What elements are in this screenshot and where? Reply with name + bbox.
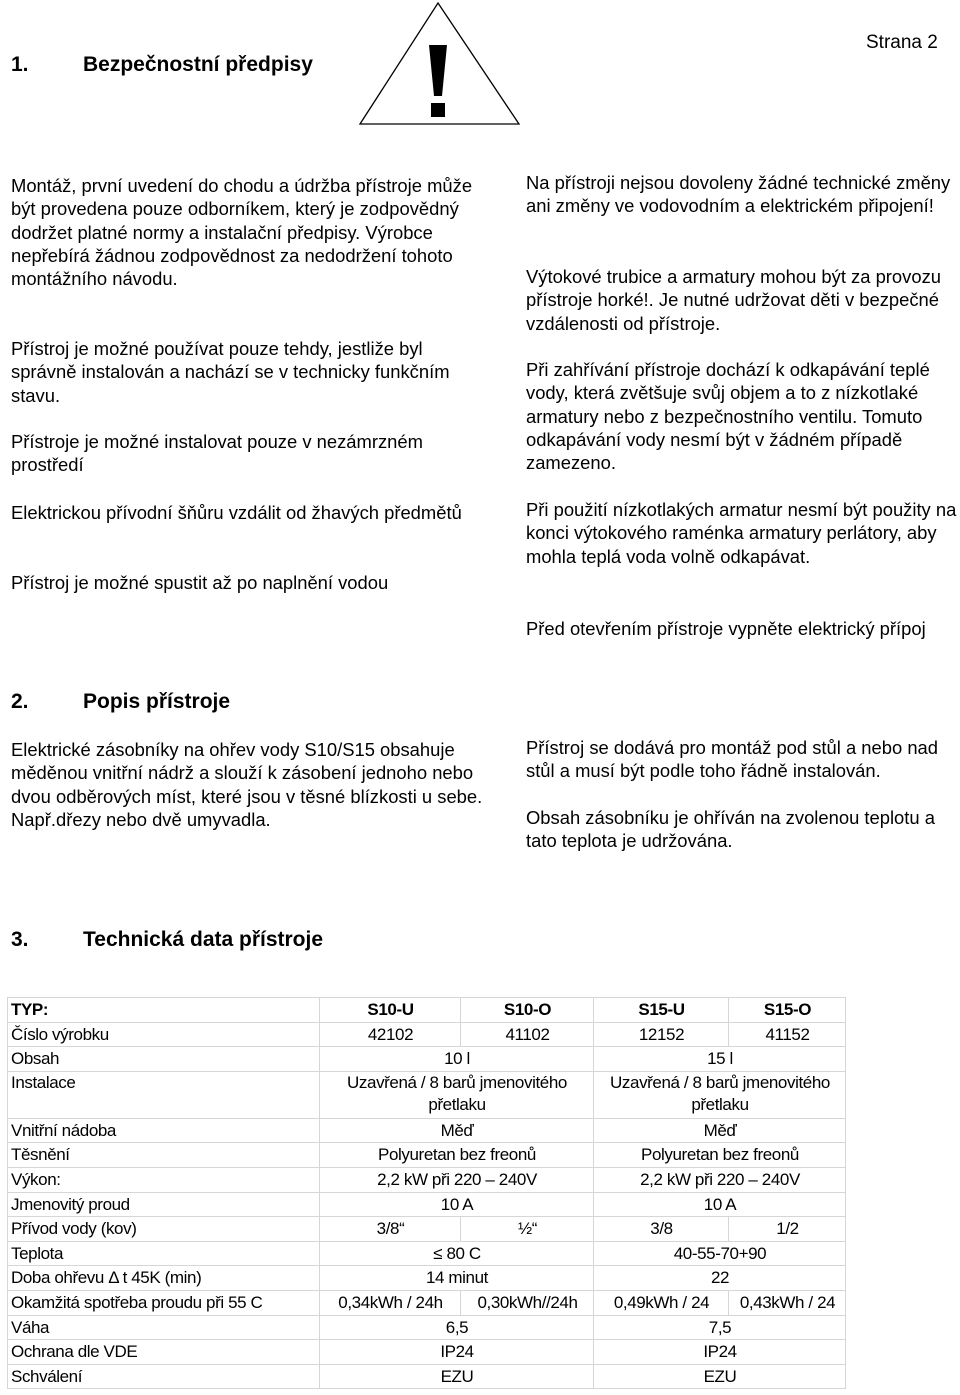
- safety-paragraph-3: Přístroje je možné instalovat pouze v nezámrzném prostředí: [11, 431, 423, 476]
- table-cell: Číslo výrobku: [8, 1022, 320, 1047]
- table-row: [8, 1241, 846, 1266]
- table-cell: 10 l: [320, 1047, 594, 1072]
- table-cell: 22: [594, 1266, 846, 1291]
- table-cell: 0,30kWh//24h: [461, 1290, 594, 1315]
- table-cell: EZU: [594, 1364, 846, 1389]
- table-cell: 7,5: [594, 1315, 846, 1340]
- table-cell: 41152: [729, 1022, 846, 1047]
- table-cell: Schválení: [8, 1364, 320, 1389]
- table-cell: 2,2 kW při 220 – 240V: [594, 1167, 846, 1192]
- table-header-cell: S10-U: [320, 998, 461, 1023]
- description-paragraph-3: Obsah zásobníku je ohříván na zvolenou teplotu a tato teplota je udržována.: [526, 807, 935, 852]
- table-cell: 10 A: [594, 1192, 846, 1217]
- table-cell: 2,2 kW při 220 – 240V: [320, 1167, 594, 1192]
- table-header-cell: TYP:: [8, 998, 320, 1023]
- table-cell: 0,34kWh / 24h: [320, 1290, 461, 1315]
- table-row: [8, 1143, 846, 1168]
- safety-paragraph-10: Před otevřením přístroje vypněte elektrický přípoj: [526, 618, 926, 639]
- safety-paragraph-5: Přístroj je možné spustit až po naplnění vodou: [11, 572, 389, 593]
- table-cell: Okamžitá spotřeba proudu při 55 C: [8, 1290, 320, 1315]
- table-row: [8, 1071, 846, 1118]
- table-cell: Instalace: [8, 1071, 320, 1118]
- table-cell: ½“: [461, 1217, 594, 1242]
- table-row: [8, 1192, 846, 1217]
- table-row: [8, 1340, 846, 1365]
- table-cell: ≤ 80 C: [320, 1241, 594, 1266]
- table-cell: Vnitřní nádoba: [8, 1118, 320, 1143]
- safety-paragraph-6: Na přístroji nejsou dovoleny žádné technické změny ani změny ve vodovodním a elektrickém připojení!: [526, 172, 951, 217]
- table-cell: Přívod vody (kov): [8, 1217, 320, 1242]
- table-cell: 14 minut: [320, 1266, 594, 1291]
- table-row: [8, 1022, 846, 1047]
- table-cell: 12152: [594, 1022, 729, 1047]
- table-cell: Doba ohřevu Δ t 45K (min): [8, 1266, 320, 1291]
- table-header-row: [8, 998, 846, 1023]
- table-cell: 42102: [320, 1022, 461, 1047]
- table-cell: 10 A: [320, 1192, 594, 1217]
- section-1-heading: [11, 53, 313, 77]
- table-cell: Měď: [594, 1118, 846, 1143]
- table-cell: Uzavřená / 8 barů jmenovitého přetlaku: [320, 1071, 594, 1118]
- table-header-cell: S15-O: [729, 998, 846, 1023]
- section-2-number: 2.: [11, 690, 29, 713]
- table-row: [8, 1047, 846, 1072]
- table-cell: Ochrana dle VDE: [8, 1340, 320, 1365]
- table-cell: Polyuretan bez freonů: [320, 1143, 594, 1168]
- safety-paragraph-7: Výtokové trubice a armatury mohou být za provozu přístroje horké!. Je nutné udržovat děti v bezpečné vzdálenosti od přístroje.: [526, 266, 942, 334]
- table-cell: Teplota: [8, 1241, 320, 1266]
- description-paragraph-1: Elektrické zásobníky na ohřev vody S10/S15 obsahuje měděnou vnitřní nádrž a slouží k zásobení jednoho nebo dvou odběrových míst, které jsou v těsné blízkosti u sebe. Např.dřezy nebo dvě umyvadla.: [11, 739, 483, 830]
- section-3-heading: [11, 928, 323, 952]
- table-cell: Váha: [8, 1315, 320, 1340]
- table-cell: Jmenovitý proud: [8, 1192, 320, 1217]
- section-3-number: 3.: [11, 928, 29, 951]
- table-cell: IP24: [594, 1340, 846, 1365]
- table-row: [8, 1217, 846, 1242]
- safety-paragraph-2: Přístroj je možné používat pouze tehdy, jestliže byl správně instalován a nachází se v technicky funkčním stavu.: [11, 338, 450, 406]
- table-header-cell: S10-O: [461, 998, 594, 1023]
- table-row: [8, 1290, 846, 1315]
- safety-paragraph-4: Elektrickou přívodní šňůru vzdálit od žhavých předmětů: [11, 502, 462, 523]
- table-cell: 3/8“: [320, 1217, 461, 1242]
- table-row: [8, 1266, 846, 1291]
- table-cell: Těsnění: [8, 1143, 320, 1168]
- safety-paragraph-1: Montáž, první uvedení do chodu a údržba přístroje může být provedena pouze odborníkem, který je zodpovědný dodržet platné normy a instalační předpisy. Výrobce nepřebírá žádnou zodpovědnost za nedodržení tohoto montážního návodu.: [11, 175, 473, 290]
- table-cell: 0,43kWh / 24: [729, 1290, 846, 1315]
- table-cell: Výkon:: [8, 1167, 320, 1192]
- table-row: [8, 1167, 846, 1192]
- table-cell: IP24: [320, 1340, 594, 1365]
- table-row: [8, 1118, 846, 1143]
- table-row: [8, 1364, 846, 1389]
- table-cell: Polyuretan bez freonů: [594, 1143, 846, 1168]
- section-1-number: 1.: [11, 53, 29, 76]
- table-cell: EZU: [320, 1364, 594, 1389]
- table-cell: 6,5: [320, 1315, 594, 1340]
- table-cell: 0,49kWh / 24: [594, 1290, 729, 1315]
- description-paragraph-2: Přístroj se dodává pro montáž pod stůl a nebo nad stůl a musí být podle toho řádně instalován.: [526, 737, 939, 782]
- warning-triangle-icon: [358, 2, 522, 126]
- section-2-heading: [11, 690, 230, 714]
- safety-paragraph-8: Při zahřívání přístroje dochází k odkapávání teplé vody, která zvětšuje svůj objem a to z nízkotlaké armatury nebo z bezpečnostního ventilu. Tomuto odkapávání vody nesmí být v žádném případě zamezeno.: [526, 359, 930, 474]
- table-cell: 15 l: [594, 1047, 846, 1072]
- safety-paragraph-9: Při použití nízkotlakých armatur nesmí být použity na konci výtokového raménka armatury perlátory, aby mohla teplá voda volně odkapávat.: [526, 499, 957, 567]
- table-row: [8, 1315, 846, 1340]
- table-cell: Obsah: [8, 1047, 320, 1072]
- table-cell: 41102: [461, 1022, 594, 1047]
- table-cell: 1/2: [729, 1217, 846, 1242]
- section-2-title: Popis přístroje: [83, 690, 231, 713]
- table-header-cell: S15-U: [594, 998, 729, 1023]
- section-1-title: Bezpečnostní předpisy: [83, 53, 313, 76]
- technical-data-table: [7, 997, 846, 1389]
- table-cell: Měď: [320, 1118, 594, 1143]
- table-cell: Uzavřená / 8 barů jmenovitého přetlaku: [594, 1071, 846, 1118]
- page-number: Strana 2: [866, 32, 938, 53]
- section-3-title: Technická data přístroje: [83, 928, 324, 951]
- table-cell: 40-55-70+90: [594, 1241, 846, 1266]
- table-cell: 3/8: [594, 1217, 729, 1242]
